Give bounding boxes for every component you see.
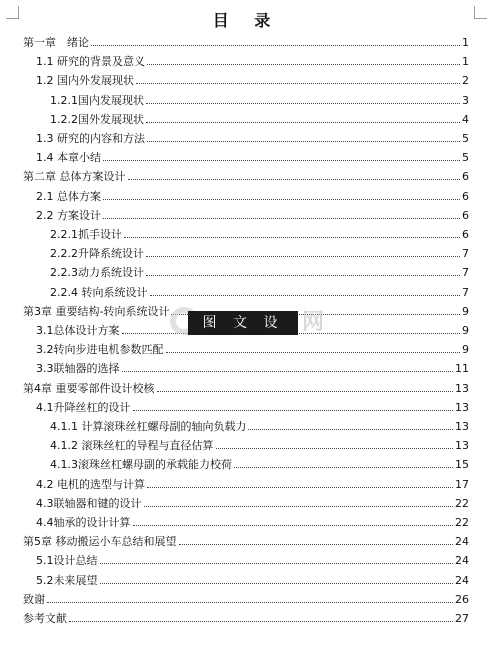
toc-leader-dots	[166, 352, 461, 353]
toc-entry-page: 7	[462, 285, 469, 299]
toc-entry-label: 第5章 移动搬运小车总结和展望	[23, 535, 177, 549]
toc-entry-label: 第4章 重要零部件设计校核	[23, 381, 155, 395]
toc-entry-label: 第二章 总体方案设计	[23, 170, 126, 184]
toc-entry-label: 1.1 研究的背景及意义	[36, 55, 145, 69]
toc-entry[interactable]	[23, 165, 469, 183]
toc-leader-dots	[146, 275, 460, 276]
toc-entry-label: 第3章 重要结构-转向系统设计	[23, 304, 170, 318]
toc-entry-label: 1.4 本章小结	[36, 151, 101, 165]
toc-entry-label: 致谢	[23, 592, 45, 606]
toc-entry-page: 6	[462, 170, 469, 184]
toc-leader-dots	[147, 141, 460, 142]
toc-entry-label: 3.1总体设计方案	[36, 324, 120, 337]
toc-entry-label: 4.1.2 滚珠丝杠的导程与直径估算	[50, 439, 214, 453]
toc-entry-label: 4.3联轴器和键的设计	[36, 496, 142, 510]
toc-entry[interactable]	[50, 223, 469, 241]
toc-entry[interactable]	[23, 530, 469, 548]
toc-entry-label: 1.2.1国内发展现状	[50, 93, 144, 107]
toc-entry-page: 1	[462, 55, 469, 69]
toc-entry-label: 2.2.3动力系统设计	[50, 266, 144, 280]
toc-entry-page: 1	[462, 36, 469, 49]
toc-entry-label: 4.4轴承的设计计算	[36, 516, 131, 529]
toc-entry-page: 24	[455, 573, 469, 587]
toc-entry-label: 2.2.2升降系统设计	[50, 247, 144, 261]
toc-leader-dots	[100, 583, 454, 584]
toc-entry[interactable]	[50, 89, 469, 107]
toc-entry-label: 4.2 电机的选型与计算	[36, 477, 145, 491]
toc-leader-dots	[144, 506, 454, 507]
watermark-net-text: 网	[302, 310, 325, 335]
toc-leader-dots	[103, 160, 460, 161]
toc-entry-label: 1.2.2国外发展现状	[50, 112, 144, 126]
toc-entry-page: 2	[462, 74, 469, 88]
toc-entry[interactable]	[23, 588, 469, 606]
toc-leader-dots	[122, 371, 454, 372]
toc-entry-label: 3.3联轴器的选择	[36, 362, 120, 376]
toc-entry[interactable]	[36, 185, 469, 203]
toc-entry-page: 7	[462, 266, 469, 280]
toc-entry[interactable]	[50, 415, 469, 433]
toc-entry[interactable]	[50, 453, 469, 471]
toc-entry-page: 17	[455, 477, 469, 491]
toc-entry-label: 4.1升降丝杠的设计	[36, 400, 131, 414]
toc-leader-dots	[234, 467, 453, 468]
toc-entry-page: 4	[462, 112, 469, 126]
toc-entry[interactable]	[36, 69, 469, 87]
toc-entry-page: 7	[462, 247, 469, 261]
toc-leader-dots	[128, 179, 461, 180]
toc-entry-page: 24	[455, 554, 469, 568]
toc-leader-dots	[136, 83, 460, 84]
toc-entry-label: 2.2 方案设计	[36, 208, 101, 222]
toc-entry-page: 15	[455, 458, 469, 472]
toc-entry-page: 6	[462, 189, 469, 203]
toc-entry-label: 2.1 总体方案	[36, 189, 101, 203]
toc-entry-page: 6	[462, 228, 469, 241]
toc-entry[interactable]	[36, 492, 469, 510]
toc-entry-page: 27	[455, 612, 469, 625]
toc-entry-page: 9	[462, 324, 469, 337]
toc-entry[interactable]	[36, 146, 469, 164]
toc-leader-dots	[147, 487, 453, 488]
toc-leader-dots	[146, 122, 460, 123]
page-title: 目 录	[212, 11, 281, 30]
toc-leader-dots	[47, 602, 453, 603]
toc-leader-dots	[150, 295, 461, 296]
toc-entry-page: 5	[462, 151, 469, 165]
toc-entry-page: 9	[462, 304, 469, 318]
toc-entry[interactable]	[50, 261, 469, 279]
toc-entry-page: 13	[455, 439, 469, 453]
toc-entry[interactable]	[23, 31, 469, 49]
toc-entry[interactable]	[36, 204, 469, 222]
toc-leader-dots	[69, 621, 453, 622]
toc-entry[interactable]	[50, 281, 469, 299]
toc-leader-dots	[91, 45, 460, 46]
toc-leader-dots	[146, 103, 460, 104]
toc-entry[interactable]	[36, 473, 469, 491]
toc-leader-dots	[146, 256, 460, 257]
toc-leader-dots	[103, 218, 460, 219]
toc-leader-dots	[147, 64, 460, 65]
toc-entry-page: 13	[455, 400, 469, 414]
toc-entry-label: 2.2.4 转向系统设计	[50, 285, 148, 299]
toc-entry-page: 5	[462, 132, 469, 145]
toc-entry[interactable]	[36, 50, 469, 68]
toc-entry-label: 1.2 国内外发展现状	[36, 74, 134, 88]
toc-entry[interactable]	[36, 569, 469, 587]
toc-entry-label: 1.3 研究的内容和方法	[36, 132, 145, 145]
toc-entry[interactable]	[23, 607, 469, 625]
toc-entry[interactable]	[36, 127, 469, 145]
toc-entry-label: 5.1设计总结	[36, 554, 98, 568]
toc-entry-label: 2.2.1抓手设计	[50, 228, 122, 241]
toc-leader-dots	[103, 199, 460, 200]
toc-entry-page: 6	[462, 208, 469, 222]
toc-entry-label: 5.2未来展望	[36, 573, 98, 587]
toc-entry[interactable]	[50, 108, 469, 126]
toc-entry-page: 13	[455, 381, 469, 395]
toc-leader-dots	[248, 429, 453, 430]
toc-entry-page: 22	[455, 496, 469, 510]
toc-entry-page: 13	[455, 420, 469, 433]
toc-leader-dots	[100, 563, 454, 564]
toc-entry[interactable]	[36, 357, 469, 375]
toc-entry[interactable]	[36, 549, 469, 567]
watermark-label: 图 文 设 计	[188, 311, 298, 335]
watermark-logo	[162, 303, 342, 355]
toc-entry-label: 第一章 绪论	[23, 36, 89, 49]
toc-entry-label: 4.1.1 计算滚珠丝杠螺母副的轴向负载力	[50, 420, 247, 433]
toc-entry-page: 22	[455, 516, 469, 529]
toc-entry-label: 3.2转向步进电机参数匹配	[36, 343, 164, 357]
toc-entry[interactable]	[36, 396, 469, 414]
toc-entry-page: 11	[455, 362, 469, 376]
toc-leader-dots	[124, 237, 460, 238]
toc-leader-dots	[133, 525, 454, 526]
toc-entry[interactable]	[36, 511, 469, 529]
toc-leader-dots	[216, 448, 454, 449]
toc-entry-page: 3	[462, 93, 469, 107]
toc-leader-dots	[179, 544, 454, 545]
toc-entry-label: 4.1.3滚珠丝杠螺母副的承载能力校荷	[50, 458, 232, 472]
toc-entry-page: 24	[455, 535, 469, 549]
toc-entry[interactable]	[50, 434, 469, 452]
toc-leader-dots	[133, 410, 454, 411]
toc-entry-page: 26	[455, 592, 469, 606]
toc-leader-dots	[157, 391, 454, 392]
toc-entry[interactable]	[23, 377, 469, 395]
toc-entry-label: 参考文献	[23, 612, 67, 625]
toc-entry-page: 9	[462, 343, 469, 357]
toc-entry[interactable]	[50, 242, 469, 260]
